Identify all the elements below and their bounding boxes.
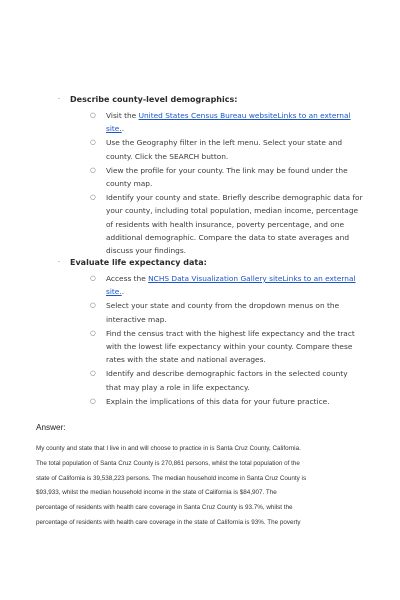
circle-bullet-icon: ○ [90,328,96,337]
circle-bullet-icon: ○ [90,301,96,310]
list-item: ○ Select your state and county from the dropdown menus on the interactive map. [90,301,340,324]
answer-line: The total population of Santa Cruz County is 270,861 persons, whilst the total population of the [36,459,300,467]
list-item: ○ Use the Geography filter in the left menu. Select your state and county. Click the SEARCH button. [90,138,343,161]
circle-bullet-icon: ○ [90,111,96,119]
answer-line: My county and state that I live in and will choose to practice in is Santa Cruz County, California. [36,445,301,452]
section-life-expectancy [58,257,364,409]
bullet-marker: . [58,257,60,264]
circle-bullet-icon: ○ [90,396,96,405]
answer-line: percentage of residents with health care coverage in Santa Cruz County is 93.7%, whilst the [36,504,293,512]
instruction-list [64,272,364,408]
list-item: ○ Access the NCHS Data Visualization Gallery siteLinks to an external site.. [90,274,356,297]
section-heading: Describe county-level demographics: [70,95,238,104]
census-bureau-link[interactable]: United States Census Bureau websiteLinks to an external site. [106,111,351,134]
list-item: ○ View the profile for your county. The link may be found under the county map. [90,165,348,189]
answer-line: $93,933, whilst the median household income in the state of California is $84,907. The [36,489,277,497]
answer-line: percentage of residents with health care coverage in the state of California is 93%. The poverty [36,518,301,526]
circle-bullet-icon: ○ [90,165,96,174]
circle-bullet-icon: ○ [90,274,96,282]
circle-bullet-icon: ○ [90,369,96,378]
answer-line: state of California is 39,538,223 persons. The median household income in Santa Cruz County is [36,474,307,482]
circle-bullet-icon: ○ [90,193,96,202]
answer-label: Answer: [36,423,66,432]
list-item: ○ Explain the implications of this data for your future practice. [64,395,364,408]
bullet-marker: . [58,94,60,101]
section-heading: Evaluate life expectancy data: [70,258,207,267]
list-item: ○ Identify your county and state. Briefly describe demographic data for your county, including total population, median income, percentage of residents with health insurance, poverty percentage, and one additional demographic. Compare the data to state averages and discuss your findings. [90,193,363,256]
section-county-demographics [58,94,364,258]
list-item: ○ Identify and describe demographic factors in the selected county that may play a role in life expectancy. [90,369,348,392]
list-item: ○ Find the census tract with the highest life expectancy and the tract with the lowest life expectancy within your county. Compare these rates with the state and national averages. [90,328,355,365]
list-item: ○ Visit the United States Census Bureau websiteLinks to an external site.. [90,111,351,134]
circle-bullet-icon: ○ [90,138,96,147]
nchs-gallery-link[interactable]: NCHS Data Visualization Gallery siteLinks to an external site. [106,274,356,297]
instruction-list [64,109,364,257]
answer-paragraph [36,442,366,531]
